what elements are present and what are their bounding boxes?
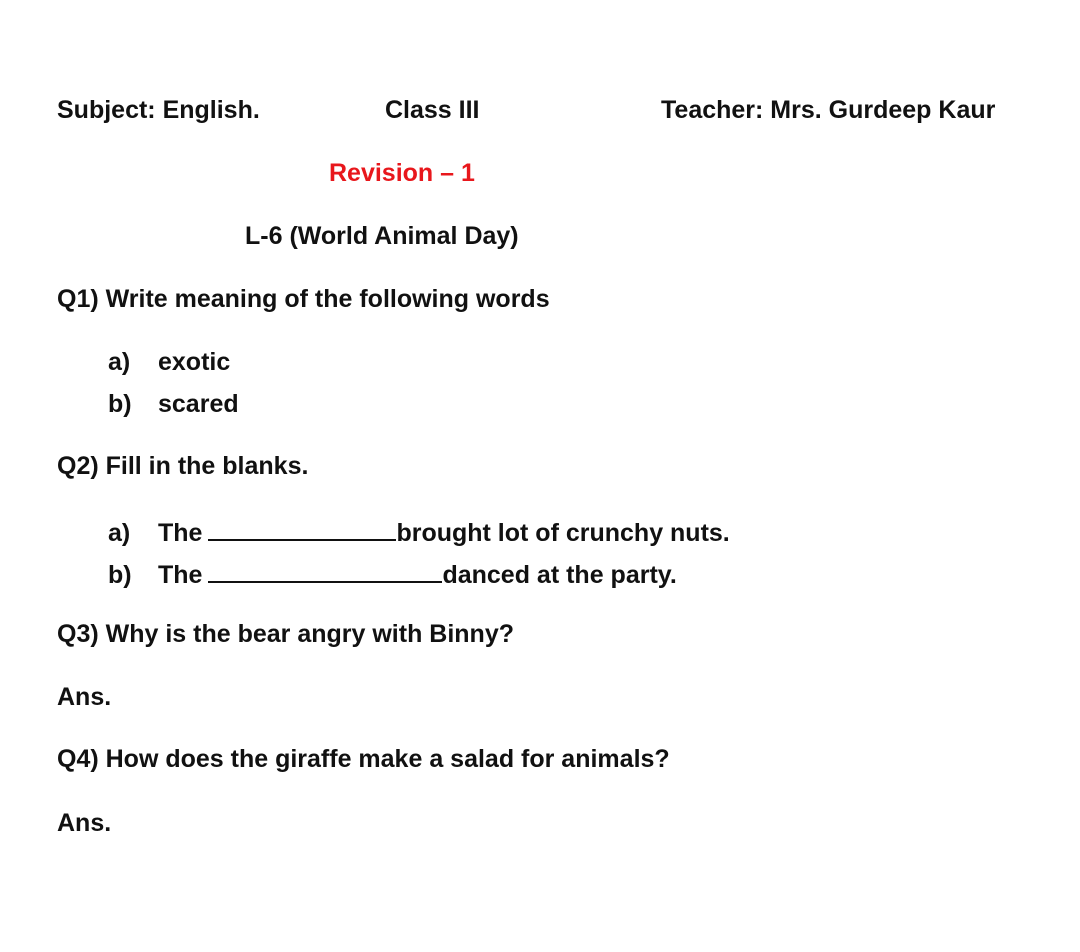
lesson-title: L-6 (World Animal Day) [245,222,519,250]
revision-title: Revision – 1 [329,159,475,187]
question-4: Q4) How does the giraffe make a salad for animals? [57,745,670,773]
sentence-end: brought lot of crunchy nuts. [396,519,730,547]
fill-blank-line[interactable] [208,559,442,583]
question-2: Q2) Fill in the blanks. [57,452,309,480]
teacher-label: Teacher: Mrs. Gurdeep Kaur [661,96,996,124]
item-word: exotic [158,348,231,376]
item-letter: b) [108,390,132,418]
item-letter: a) [108,519,131,547]
subject-label: Subject: English. [57,96,260,124]
item-letter: a) [108,348,131,376]
item-letter: b) [108,561,132,589]
class-label: Class III [385,96,480,124]
list-item [108,517,730,546]
answer-label: Ans. [57,683,112,711]
sentence-start: The [158,561,203,589]
list-item [108,350,230,375]
question-3: Q3) Why is the bear angry with Binny? [57,620,515,648]
fill-blank-line[interactable] [208,517,396,541]
sentence-end: danced at the party. [442,561,677,589]
list-item [108,392,239,417]
item-word: scared [158,390,239,418]
answer-label: Ans. [57,809,112,837]
question-1: Q1) Write meaning of the following words [57,285,550,313]
list-item [108,559,677,588]
sentence-start: The [158,519,203,547]
